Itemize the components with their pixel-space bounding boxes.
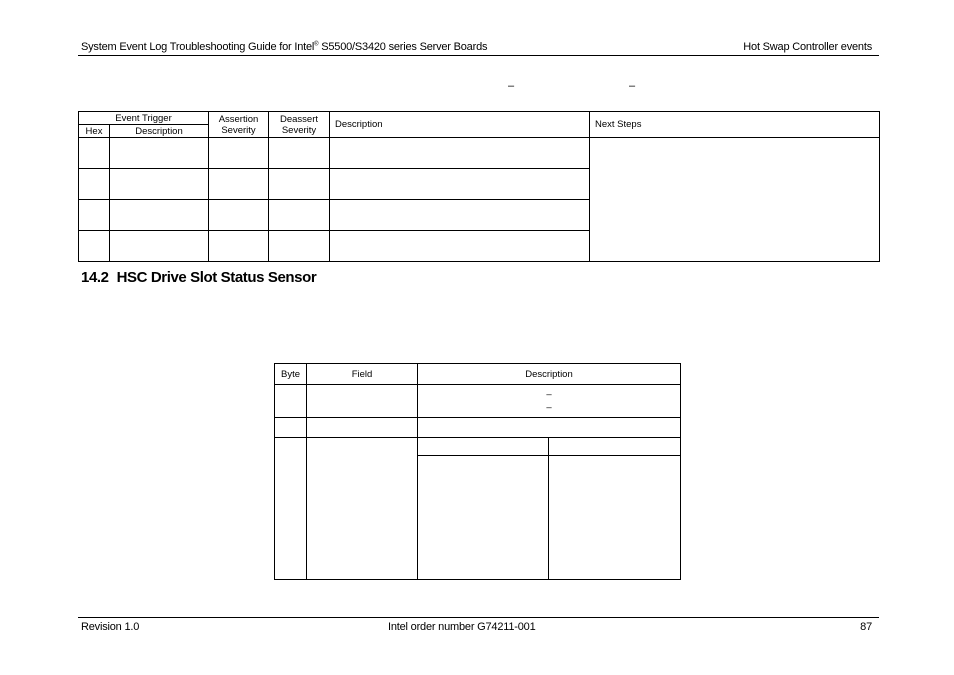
table-cell	[330, 200, 590, 231]
field-description-header: Description	[418, 364, 681, 385]
section-heading	[81, 269, 316, 286]
table-cell	[79, 169, 110, 200]
table-row	[275, 418, 681, 438]
table-row	[275, 385, 681, 418]
table-cell	[307, 385, 418, 418]
running-header-title	[81, 41, 487, 53]
header-rule	[78, 55, 879, 56]
footer-rule	[78, 617, 879, 618]
table-row	[275, 438, 681, 456]
table-cell	[275, 418, 307, 438]
assertion-severity-header: Assertion Severity	[209, 112, 269, 138]
table-cell	[209, 200, 269, 231]
sensor-field-table	[274, 363, 681, 580]
description-subheader: Description	[110, 125, 209, 138]
table-cell	[330, 231, 590, 262]
field-header: Field	[307, 364, 418, 385]
table-cell	[330, 169, 590, 200]
trademark-symbol: ®	[314, 41, 319, 48]
footer-order-number: Intel order number G74211-001	[388, 621, 536, 633]
table-cell	[549, 438, 681, 456]
dash-description-cell	[418, 385, 681, 418]
table-cell	[110, 138, 209, 169]
table-cell	[330, 138, 590, 169]
table-cell	[418, 418, 681, 438]
event-trigger-header: Event Trigger	[79, 112, 209, 125]
text-dash: –	[508, 80, 515, 92]
footer-revision: Revision 1.0	[81, 621, 140, 633]
table-cell	[79, 231, 110, 262]
event-trigger-table	[78, 111, 880, 262]
table-cell	[110, 231, 209, 262]
table-row	[79, 138, 880, 169]
text-dash: –	[629, 80, 636, 92]
table-cell	[269, 169, 330, 200]
table-cell	[79, 138, 110, 169]
section-number: 14.2	[81, 269, 109, 286]
table-cell	[275, 438, 307, 580]
byte-header: Byte	[275, 364, 307, 385]
table-cell	[307, 418, 418, 438]
table-cell	[418, 438, 549, 456]
page-number: 87	[860, 621, 872, 633]
section-title: HSC Drive Slot Status Sensor	[116, 269, 317, 286]
running-header-chapter: Hot Swap Controller events	[743, 41, 872, 53]
table-cell	[209, 231, 269, 262]
deassert-severity-header: Deassert Severity	[269, 112, 330, 138]
text-dash: –	[546, 402, 552, 413]
doc-title-prefix: System Event Log Troubleshooting Guide for Intel	[81, 41, 315, 53]
table-cell	[269, 231, 330, 262]
hex-header: Hex	[79, 125, 110, 138]
doc-title-suffix: S5500/S3420 series Server Boards	[318, 41, 488, 53]
description-header: Description	[330, 112, 590, 138]
table-cell	[269, 200, 330, 231]
next-steps-cell	[590, 138, 880, 262]
table-cell	[549, 456, 681, 580]
table-cell	[110, 169, 209, 200]
table-cell	[418, 456, 549, 580]
table-cell	[110, 200, 209, 231]
text-dash: –	[546, 389, 552, 400]
table-cell	[209, 169, 269, 200]
table-cell	[269, 138, 330, 169]
table-cell	[209, 138, 269, 169]
table-cell	[275, 385, 307, 418]
table-cell	[307, 438, 418, 580]
next-steps-header: Next Steps	[590, 112, 880, 138]
table-cell	[79, 200, 110, 231]
